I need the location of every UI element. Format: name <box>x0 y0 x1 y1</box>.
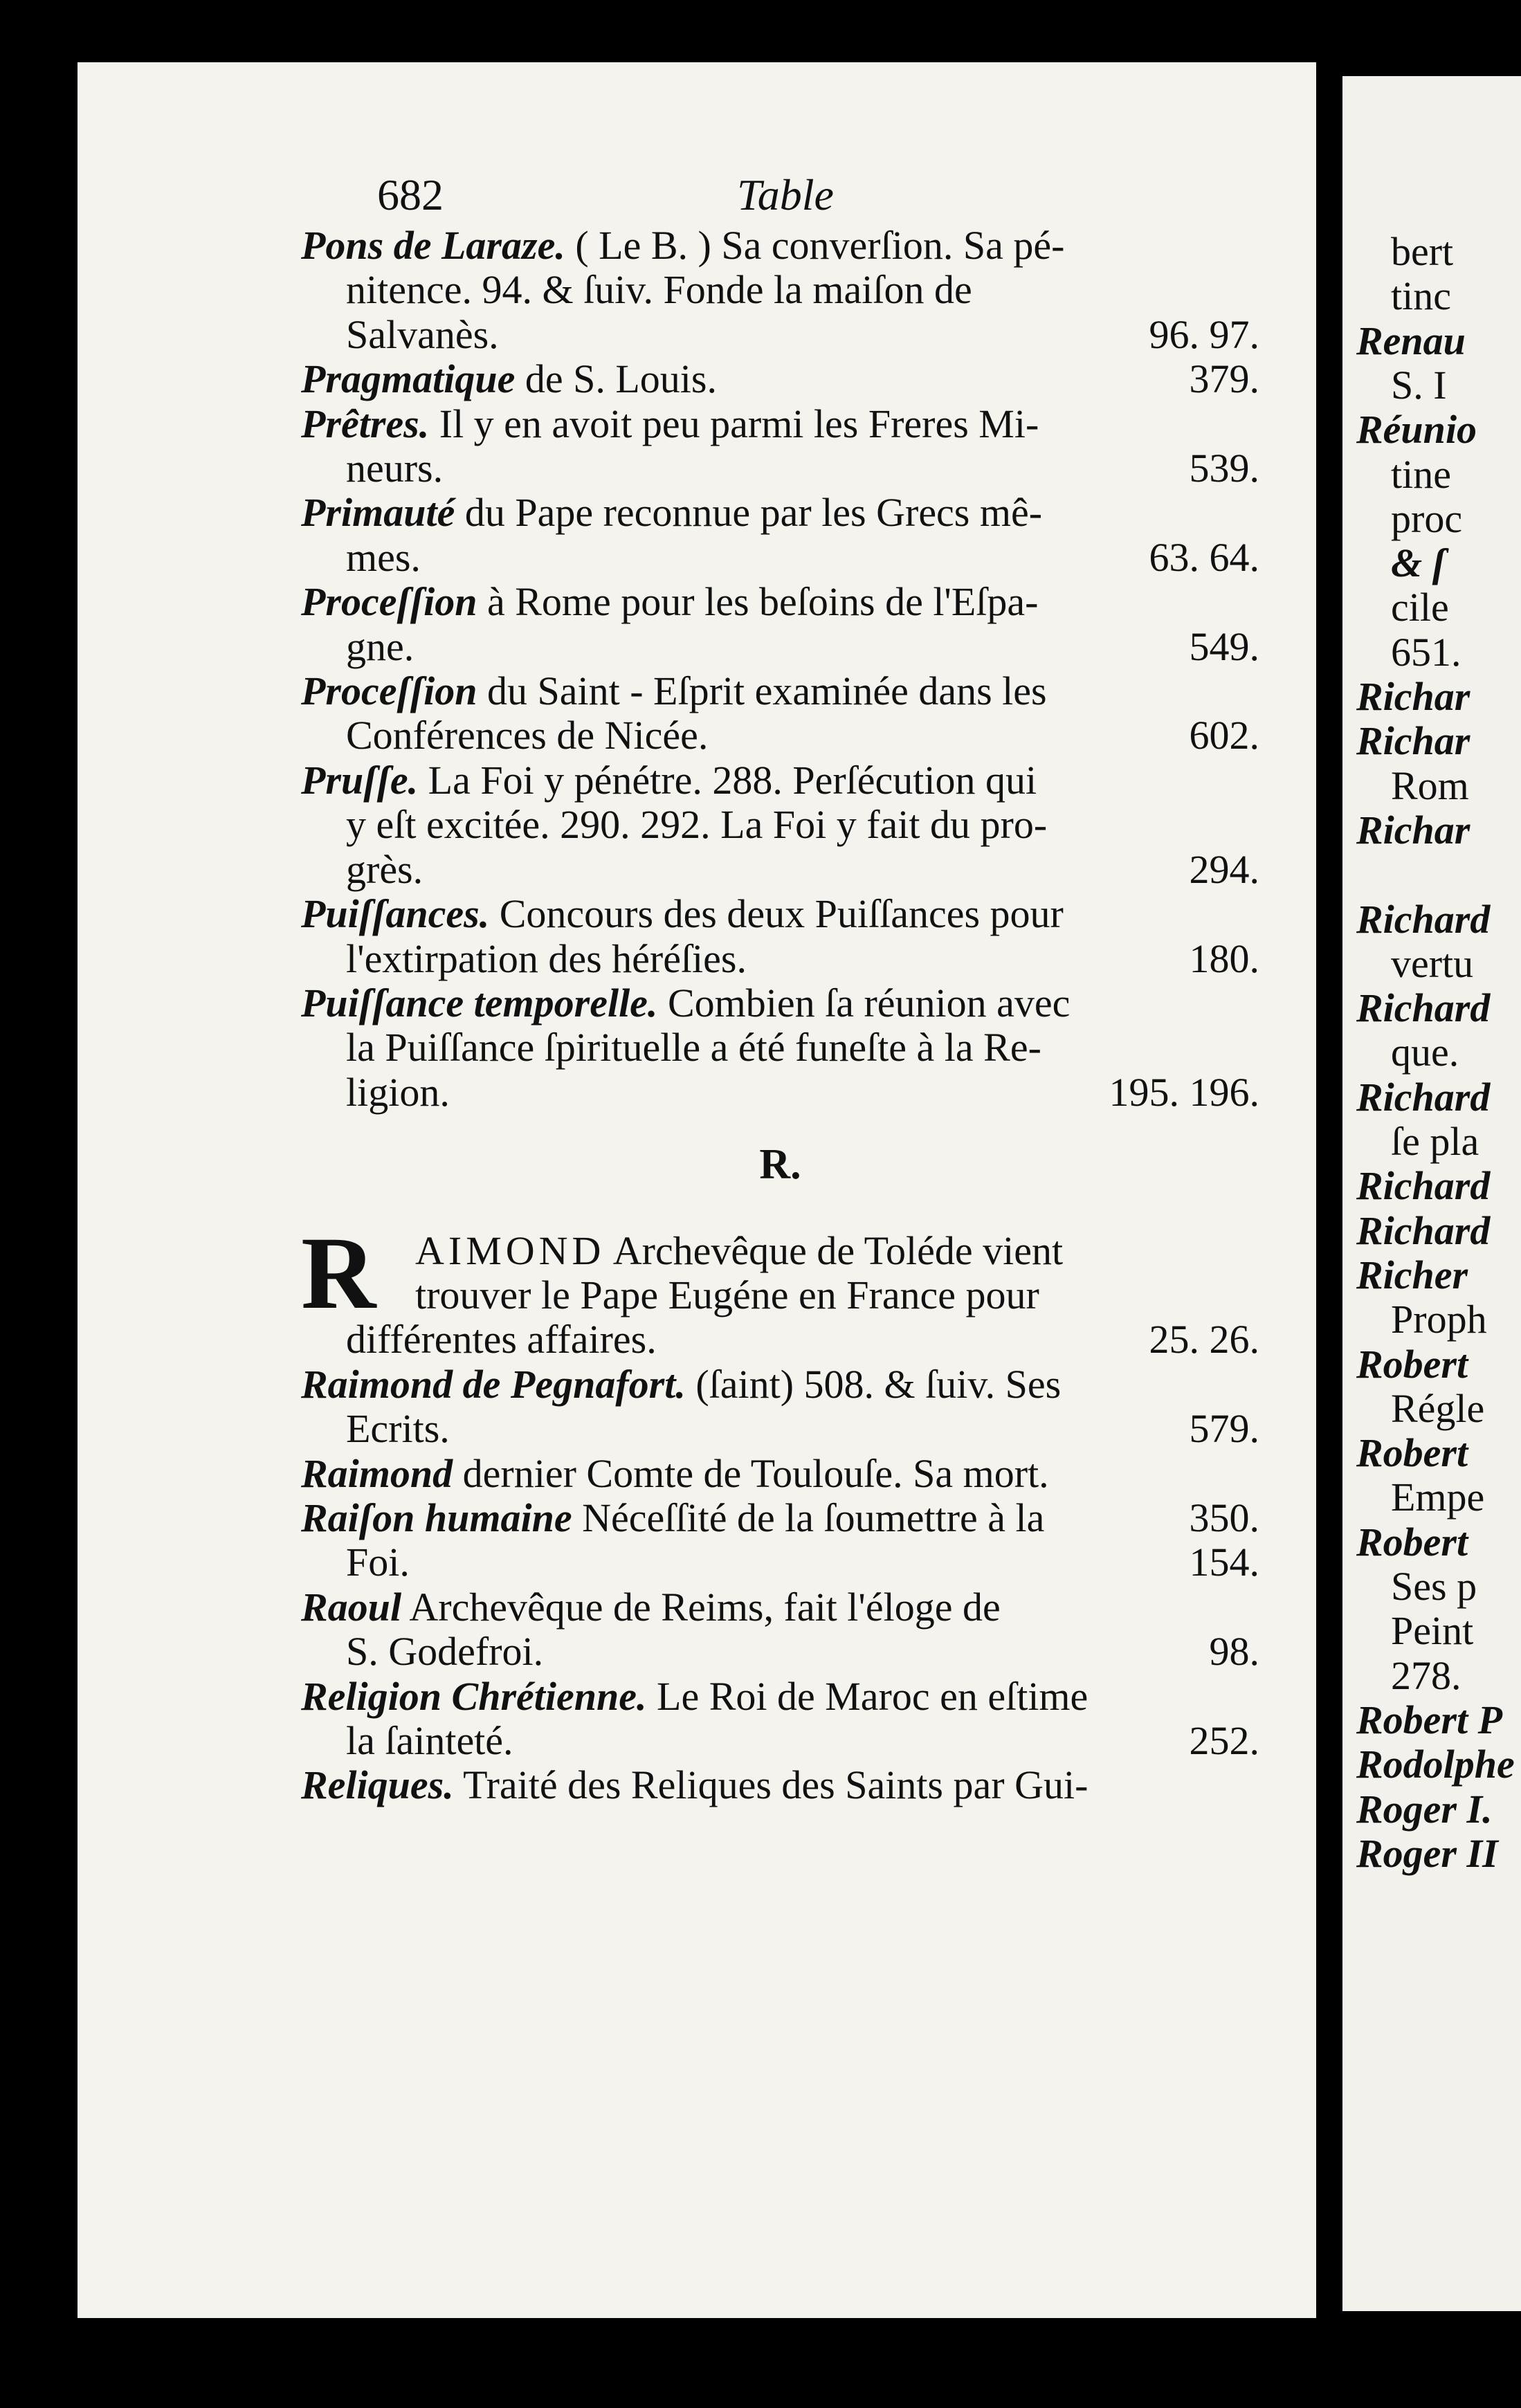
dropcap-line-2: trouver le Pape Eugéne en France pour <box>415 1272 1039 1317</box>
facing-page-line: Richar <box>1356 718 1470 764</box>
index-text: du Pape reconnue par les Grecs mê- <box>455 490 1043 536</box>
index-text: Traité des Reliques des Saints par Gui- <box>453 1762 1089 1808</box>
index-text: à Rome pour les beſoins de l'Eſpa- <box>477 579 1039 625</box>
facing-page-line: bert <box>1391 229 1454 274</box>
page-reference: 98. <box>1209 1629 1259 1675</box>
facing-page-line: Roger II <box>1356 1830 1498 1876</box>
index-keyword: Raoul <box>301 1584 402 1630</box>
facing-page-line: Rom <box>1391 763 1469 808</box>
index-line <box>301 1540 1259 1585</box>
index-line <box>301 713 1259 758</box>
dropcap-smallcaps: AIMOND <box>415 1228 605 1273</box>
index-text: S. Godefroi. <box>346 1629 544 1675</box>
facing-page-line: Peint <box>1391 1608 1474 1654</box>
facing-page-line: Robert <box>1356 1430 1468 1476</box>
page-reference: 602. <box>1189 713 1259 758</box>
index-text: de S. Louis. <box>515 356 717 402</box>
index-column <box>301 163 1259 1808</box>
index-text: neurs. <box>346 446 444 491</box>
index-line <box>301 981 1259 1025</box>
index-line <box>301 1407 1259 1451</box>
index-keyword: Prêtres. <box>301 401 430 446</box>
index-line <box>301 446 1259 491</box>
page-reference: 350. <box>1189 1495 1259 1540</box>
page-reference: 252. <box>1189 1718 1259 1763</box>
index-text: ligion. <box>346 1069 450 1115</box>
index-text: Ecrits. <box>346 1406 450 1452</box>
facing-page-line: Richard <box>1356 985 1491 1031</box>
page-reference: 180. <box>1189 936 1259 981</box>
index-text: Néceſſité de la ſoumettre à la <box>572 1495 1045 1540</box>
index-line <box>301 803 1259 847</box>
index-keyword: Pruſſe. <box>301 757 419 803</box>
index-text: La Foi y pénétre. 288. Perſécution qui <box>418 757 1037 803</box>
index-text: Concours des deux Puiſſances pour <box>489 891 1064 937</box>
page-reference: 195. 196. <box>1109 1069 1259 1115</box>
index-line <box>301 224 1259 268</box>
index-text: mes. <box>346 534 421 580</box>
index-line <box>301 1763 1259 1807</box>
index-keyword: Proceſſion <box>301 668 477 714</box>
index-entries-r <box>301 1362 1259 1808</box>
index-line <box>301 1496 1259 1540</box>
facing-page-line: Régle <box>1391 1385 1485 1431</box>
index-text: dernier Comte de Toulouſe. Sa mort. <box>453 1450 1049 1496</box>
index-entry <box>301 892 1259 981</box>
facing-page-line: Empe <box>1391 1475 1485 1520</box>
facing-page-line: Renau <box>1356 318 1466 363</box>
facing-page-line: Réunio <box>1356 407 1477 453</box>
index-line <box>301 580 1259 624</box>
index-entry-raimond-dropcap <box>301 1215 1259 1362</box>
facing-page-line: Robert P <box>1356 1697 1503 1742</box>
index-entry <box>301 758 1259 892</box>
index-line <box>301 268 1259 312</box>
page-reference: 539. <box>1189 446 1259 491</box>
index-line <box>301 1719 1259 1763</box>
index-entry <box>301 1362 1259 1452</box>
page-reference: 25. 26. <box>1149 1317 1259 1362</box>
index-entry <box>301 669 1259 758</box>
index-entry <box>301 491 1259 580</box>
index-text: Archevêque de Reims, fait l'éloge de <box>401 1584 1001 1630</box>
facing-page-line: Roger I. <box>1356 1786 1493 1832</box>
index-entry <box>301 580 1259 669</box>
index-text: Le Roi de Maroc en eſtime <box>646 1673 1089 1719</box>
facing-page-line: & ſ <box>1391 540 1446 586</box>
facing-page-line: proc <box>1391 495 1463 541</box>
index-text: du Saint - Eſprit examinée dans les <box>477 668 1047 714</box>
index-line <box>301 536 1259 580</box>
facing-page-line: S. I <box>1391 362 1447 408</box>
index-text: grès. <box>346 846 423 892</box>
index-entry <box>301 357 1259 401</box>
dropcap-line-3: différentes affaires. <box>346 1317 657 1362</box>
facing-page-line: Ses p <box>1391 1564 1477 1609</box>
index-text: Combien ſa réunion avec <box>657 980 1071 1025</box>
dropcap-line-1: Archevêque de Toléde vient <box>605 1228 1064 1273</box>
index-keyword: Reliques. <box>301 1762 454 1808</box>
running-title: Table <box>737 170 834 219</box>
index-line <box>301 937 1259 981</box>
index-keyword: Proceſſion <box>301 579 477 625</box>
index-entry <box>301 224 1259 357</box>
page-reference: 549. <box>1189 623 1259 669</box>
facing-page-line: que. <box>1391 1030 1459 1075</box>
page-reference: 96. 97. <box>1149 311 1259 357</box>
index-keyword: Raimond de Pegnafort. <box>301 1361 686 1407</box>
index-entry <box>301 981 1259 1115</box>
page-reference: 63. 64. <box>1149 534 1259 580</box>
index-line <box>301 848 1259 892</box>
index-line <box>301 1025 1259 1070</box>
page-reference: 379. <box>1189 356 1259 402</box>
index-line <box>301 758 1259 803</box>
index-line <box>301 1630 1259 1674</box>
index-keyword: Raimond <box>301 1450 453 1496</box>
index-keyword: Primauté <box>301 490 455 536</box>
index-text: la Puiſſance ſpirituelle a été funeſte à la Re- <box>346 1025 1041 1070</box>
index-line <box>301 625 1259 669</box>
section-heading-r: R. <box>759 1141 801 1189</box>
facing-page-line: Richer <box>1356 1252 1468 1297</box>
index-line <box>301 1362 1259 1407</box>
facing-page-line: vertu <box>1391 940 1474 986</box>
index-line <box>301 357 1259 401</box>
index-entry <box>301 1763 1259 1807</box>
index-entry <box>301 402 1259 491</box>
index-line <box>301 669 1259 713</box>
page-reference: 154. <box>1189 1540 1259 1585</box>
facing-page-line: 651. <box>1391 629 1461 675</box>
index-text: nitence. 94. & ſuiv. Fonde la maiſon de <box>346 267 972 313</box>
index-line <box>301 313 1259 357</box>
index-text: gne. <box>346 623 415 669</box>
index-keyword: Raiſon humaine <box>301 1495 572 1540</box>
facing-page-line: tine <box>1391 451 1451 497</box>
index-keyword: Pragmatique <box>301 356 516 402</box>
index-keyword: Pons de Laraze. <box>301 223 565 268</box>
facing-page-line: Richard <box>1356 1074 1491 1120</box>
index-text: Foi. <box>346 1540 410 1585</box>
page-reference: 579. <box>1189 1406 1259 1452</box>
facing-page-line: ſe pla <box>1391 1119 1479 1164</box>
index-line <box>301 402 1259 446</box>
drop-cap-initial: R <box>301 1215 376 1331</box>
index-line <box>301 892 1259 936</box>
facing-page-line: Rodolphe <box>1356 1742 1515 1787</box>
facing-page-line: Robert <box>1356 1519 1468 1565</box>
facing-page-line: Richard <box>1356 1207 1491 1253</box>
index-keyword: Puiſſances. <box>301 891 490 937</box>
index-text: ( Le B. ) Sa converſion. Sa pé- <box>565 223 1065 268</box>
facing-page-line: cile <box>1391 585 1449 630</box>
index-text: l'extirpation des héréſies. <box>346 936 747 981</box>
index-entry <box>301 1585 1259 1675</box>
index-keyword: Religion Chrétienne. <box>301 1673 647 1719</box>
index-line <box>301 1675 1259 1719</box>
index-line <box>301 1452 1259 1496</box>
facing-page-line: Richard <box>1356 1163 1491 1209</box>
facing-page-line: Richar <box>1356 807 1470 852</box>
facing-page-line: Robert <box>1356 1341 1468 1387</box>
index-text: la ſainteté. <box>346 1718 513 1763</box>
facing-page-line: tinc <box>1391 273 1451 319</box>
index-text: Conférences de Nicée. <box>346 713 709 758</box>
facing-page-line: Richar <box>1356 674 1470 719</box>
index-entry <box>301 1675 1259 1764</box>
index-text: y eſt excitée. 290. 292. La Foi y fait du pro- <box>346 802 1048 848</box>
index-line <box>301 1585 1259 1630</box>
facing-page-line: 278. <box>1391 1652 1461 1698</box>
index-line <box>301 1070 1259 1115</box>
page-reference: 294. <box>1189 846 1259 892</box>
index-text: Il y en avoit peu parmi les Freres Mi- <box>429 401 1039 446</box>
book-page-right-fragment <box>1342 76 1521 2311</box>
index-text: Salvanès. <box>346 311 499 357</box>
index-text: (ſaint) 508. & ſuiv. Ses <box>685 1361 1062 1407</box>
page-number: 682 <box>377 170 444 219</box>
index-keyword: Puiſſance temporelle. <box>301 980 658 1025</box>
facing-page-line: Proph <box>1391 1297 1487 1342</box>
index-entry <box>301 1496 1259 1585</box>
index-entries-p <box>301 224 1259 1115</box>
facing-page-line: Richard <box>1356 896 1491 942</box>
index-line <box>301 491 1259 535</box>
